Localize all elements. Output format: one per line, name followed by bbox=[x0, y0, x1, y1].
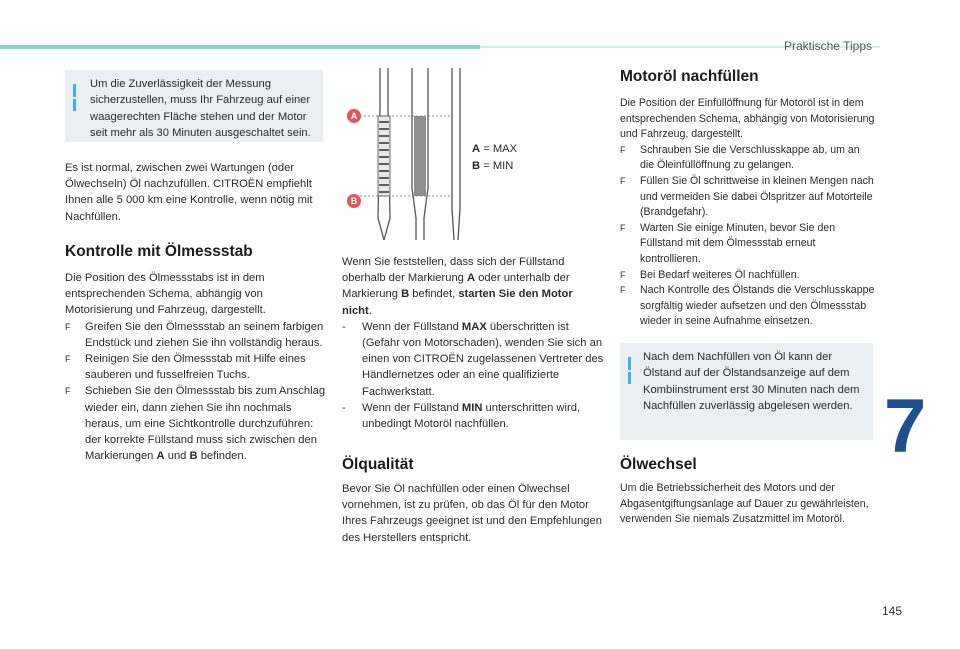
bullet-icon: F bbox=[620, 144, 626, 155]
dipstick-scale bbox=[378, 116, 390, 196]
oil-level-bar bbox=[414, 116, 426, 196]
list-item: F Greifen Sie den Ölmessstab an seinem farbigen Endstück und ziehen Sie ihn vollständig heraus. bbox=[65, 320, 324, 349]
label-b: B bbox=[347, 194, 361, 208]
section-heading: Kontrolle mit Ölmessstab bbox=[65, 243, 253, 260]
section-body: Um die Betriebssicherheit des Motors und der Abgasentgiftungsanlage auf Dauer zu gewährleisten, verwenden Sie niemals Zusatzmittel im Motoröl. bbox=[620, 482, 869, 526]
dash-bullet: - bbox=[342, 401, 346, 414]
section-heading: Ölwechsel bbox=[620, 456, 697, 473]
bullet-icon: F bbox=[620, 269, 626, 280]
list-item: F Nach Kontrolle des Ölstands die Verschlusskappe sorgfältig wieder aufsetzen und den Ölmessstab wieder in seine Aufnahme einsetzen. bbox=[620, 284, 875, 328]
section-body bbox=[620, 96, 876, 330]
section-heading: Ölqualität bbox=[342, 456, 414, 473]
section-body bbox=[65, 270, 327, 464]
guide-rail bbox=[452, 68, 460, 240]
info-note bbox=[65, 70, 323, 142]
section-body: Bevor Sie Öl nachfüllen oder einen Ölwechsel vornehmen, ist zu prüfen, ob das Öl für den Motor Ihres Fahrzeugs geeignet ist und den Empfehlungen des Herstellers entspricht. bbox=[342, 483, 602, 544]
list-item: - Wenn der Füllstand MAX überschritten ist (Gefahr von Motorschaden), wenden Sie sich an einen von CITROËN zugelassenen Vertreter des Händlernetzes oder an eine qualifizierte Fachwerkstatt. bbox=[342, 320, 604, 398]
list-item: F Schrauben Sie die Verschlusskappe ab, um an die Öleinfüllöffnung zu gelangen. bbox=[620, 143, 860, 172]
bullet-icon: F bbox=[620, 222, 626, 233]
chapter-title: Praktische Tipps bbox=[783, 39, 872, 53]
list-item: F Bei Bedarf weiteres Öl nachfüllen. bbox=[620, 268, 876, 284]
info-note-text: Nach dem Nachfüllen von Öl kann der Ölstand auf der Ölstandsanzeige auf dem Kombiinstrument erst 30 Minuten nach dem Nachfüllen zuverlässig abgelesen werden. bbox=[643, 351, 860, 413]
chapter-number: 7 bbox=[884, 384, 927, 469]
info-note bbox=[620, 343, 873, 440]
level-instructions bbox=[342, 254, 604, 432]
paragraph: Die Position des Ölmessstabs ist in dem entsprechenden Schema, abhängig von Motorisierung und Fahrzeug, dargestellt. bbox=[65, 272, 266, 317]
info-marker-icon bbox=[628, 357, 631, 370]
list-item: F Warten Sie einige Minuten, bevor Sie den Füllstand mit dem Ölmessstab erneut kontrollieren. bbox=[620, 221, 836, 265]
bullet-icon: F bbox=[620, 285, 626, 296]
legend-min: B = MIN bbox=[472, 159, 514, 172]
dash-bullet: - bbox=[342, 320, 346, 333]
list-item: F Reinigen Sie den Ölmessstab mit Hilfe eines sauberen und fusselfreien Tuchs. bbox=[65, 353, 306, 382]
list-item: F Füllen Sie Öl schrittweise in kleinen Mengen nach und vermeiden Sie dabei Ölspritzer auf Motorteile (Brandgefahr). bbox=[620, 174, 874, 219]
info-marker-icon bbox=[628, 372, 631, 384]
paragraph: Die Position der Einfüllöffnung für Motoröl ist in dem entsprechenden Schema, abhängig von Motorisierung und Fahrzeug, dargestellt. bbox=[620, 97, 875, 141]
info-marker-icon bbox=[73, 84, 76, 97]
bullet-icon: F bbox=[65, 386, 71, 397]
bullet-icon: F bbox=[65, 354, 71, 365]
bullet-icon: F bbox=[620, 175, 626, 186]
section-heading: Motoröl nachfüllen bbox=[620, 68, 759, 85]
info-marker-icon bbox=[73, 99, 76, 111]
intro-paragraph: Es ist normal, zwischen zwei Wartungen (oder Ölwechseln) Öl nachzufüllen. CITROËN empfiehlt Ihnen alle 5 000 km eine Kontrolle, wenn nötig mit Nachfüllen. bbox=[65, 162, 313, 223]
info-note-text: Um die Zuverlässigkeit der Messung sicherzustellen, muss Ihr Fahrzeug auf einer waagerechten Fläche stehen und der Motor seit mehr als 30 Minuten ausgeschaltet sein. bbox=[90, 78, 311, 140]
legend-max: A = MAX bbox=[472, 143, 518, 155]
page-number: 145 bbox=[881, 604, 902, 618]
dipstick-illustration bbox=[340, 68, 470, 240]
header-accent-bar bbox=[0, 45, 480, 49]
bullet-icon: F bbox=[65, 321, 71, 332]
list-item: F Schieben Sie den Ölmessstab bis zum Anschlag wieder ein, dann ziehen Sie ihn nochmals heraus, um eine Sichtkontrolle durchzuführen: der korrekte Füllstand muss sich zwischen den Markierungen A und B befinden. bbox=[65, 385, 326, 463]
list-item: - Wenn der Füllstand MIN unterschritten wird, unbedingt Motoröl nachfüllen. bbox=[342, 401, 581, 431]
figure-legend bbox=[472, 141, 517, 174]
paragraph: Wenn Sie feststellen, dass sich der Füllstand oberhalb der Markierung A oder unterhalb der Markierung B befindet, starten Sie den Motor nicht. bbox=[342, 256, 573, 317]
chapter-tab bbox=[876, 386, 930, 468]
label-a: A bbox=[347, 109, 361, 123]
